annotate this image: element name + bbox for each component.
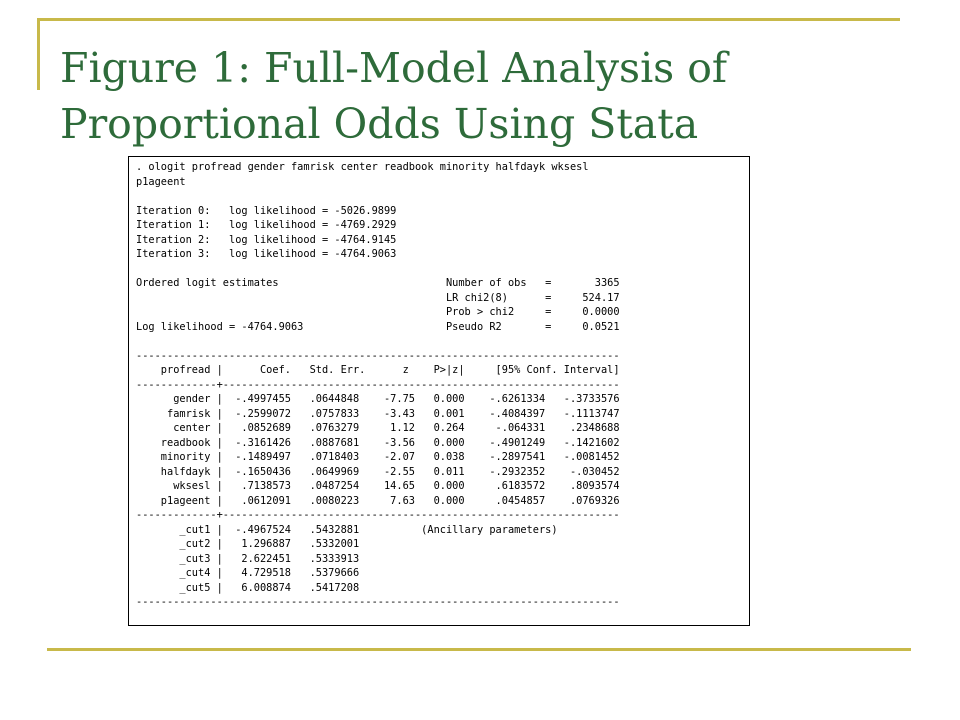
output-line: LR chi2(8) = 524.17 bbox=[136, 291, 620, 304]
output-line: p1ageent | .0612091 .0080223 7.63 0.000 .0454857 .0769326 bbox=[136, 494, 620, 507]
slide-title-line-2: Proportional Odds Using Stata bbox=[60, 100, 699, 148]
output-line: _cut5 | 6.008874 .5417208 bbox=[136, 581, 360, 594]
output-line: Prob > chi2 = 0.0000 bbox=[136, 306, 620, 318]
output-line: -------------+---------------------------------------------------------------- bbox=[136, 378, 620, 391]
accent-rule-bottom bbox=[47, 648, 911, 651]
output-line: wksesl | .7138573 .0487254 14.65 0.000 .6183572 .8093574 bbox=[136, 480, 620, 492]
output-line: ------------------------------------------------------------------------------ bbox=[136, 596, 620, 608]
output-line: Log likelihood = -4764.9063 Pseudo R2 = 0.0521 bbox=[136, 320, 620, 333]
accent-rule-top bbox=[37, 18, 900, 21]
slide-title bbox=[60, 40, 910, 152]
output-line bbox=[136, 189, 620, 204]
output-line: Ordered logit estimates Number of obs = 3365 bbox=[136, 277, 620, 289]
slide-title-line-1: Figure 1: Full-Model Analysis of bbox=[60, 44, 728, 92]
output-line: Iteration 2: log likelihood = -4764.9145 bbox=[136, 233, 397, 246]
output-line: . ologit profread gender famrisk center readbook minority halfdayk wksesl bbox=[136, 161, 589, 173]
accent-rule-vertical bbox=[37, 18, 40, 90]
output-line bbox=[136, 334, 620, 349]
output-line: Iteration 0: log likelihood = -5026.9899 bbox=[136, 204, 397, 217]
output-line: profread | Coef. Std. Err. z P>|z| [95% Conf. Interval] bbox=[136, 364, 620, 376]
output-line: halfdayk | -.1650436 .0649969 -2.55 0.011 -.2932352 -.030452 bbox=[136, 465, 620, 478]
stata-output-panel bbox=[128, 156, 750, 626]
output-line: ------------------------------------------------------------------------------ bbox=[136, 349, 620, 362]
output-line bbox=[136, 262, 620, 277]
output-line: gender | -.4997455 .0644848 -7.75 0.000 -.6261334 -.3733576 bbox=[136, 393, 620, 405]
output-line: _cut2 | 1.296887 .5332001 bbox=[136, 538, 360, 550]
output-line: famrisk | -.2599072 .0757833 -3.43 0.001 -.4084397 -.1113747 bbox=[136, 407, 620, 420]
output-line: _cut4 | 4.729518 .5379666 bbox=[136, 567, 360, 579]
output-line: minority | -.1489497 .0718403 -2.07 0.038 -.2897541 -.0081452 bbox=[136, 451, 620, 463]
output-line: _cut3 | 2.622451 .5333913 bbox=[136, 552, 360, 565]
output-line: readbook | -.3161426 .0887681 -3.56 0.000 -.4901249 -.1421602 bbox=[136, 436, 620, 449]
output-line: Iteration 3: log likelihood = -4764.9063 bbox=[136, 248, 397, 260]
output-line: _cut1 | -.4967524 .5432881 (Ancillary parameters) bbox=[136, 523, 558, 536]
output-line: -------------+---------------------------------------------------------------- bbox=[136, 509, 620, 521]
output-line: p1ageent bbox=[136, 175, 186, 188]
output-line: center | .0852689 .0763279 1.12 0.264 -.064331 .2348688 bbox=[136, 422, 620, 434]
output-line: Iteration 1: log likelihood = -4769.2929 bbox=[136, 219, 397, 231]
stata-output-text bbox=[136, 160, 620, 610]
